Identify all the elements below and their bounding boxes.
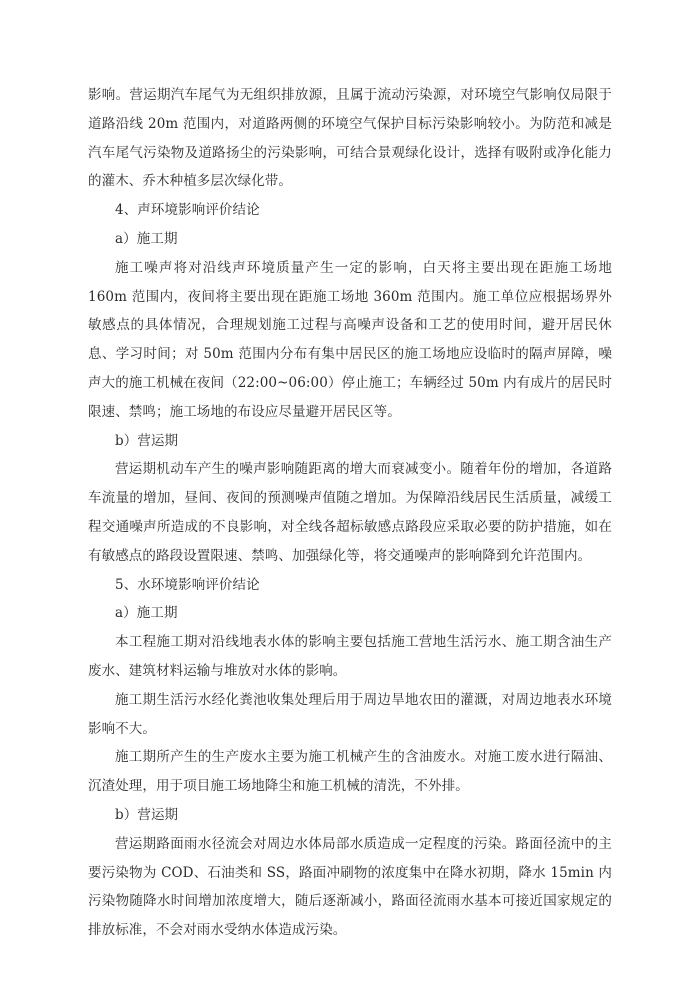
heading-4a-construction-period: a）施工期 [115,230,178,247]
paragraph-water-domestic-sewage: 施工期生活污水经化粪池收集处理后用于周边旱地农田的灌溉，对周边地表水环境影响不大。 [88,691,612,737]
paragraph-water-operation-runoff: 营运期路面雨水径流会对周边水体局部水质造成一定程度的污染。路面径流中的主要污染物为 COD、石油类和 SS，路面冲刷物的浓度集中在降水初期，降水 15min 内污染物随降水时间增加浓度增大，随后逐渐减小，路面径流雨水基本可接近国家规定的排放标准，不会对雨水受纳水体造成污染。 [88,835,612,939]
paragraph-noise-construction: 施工噪声将对沿线声环境质量产生一定的影响，白天将主要出现在距施工场地 160m 范围内，夜间将主要出现在距施工场地 360m 范围内。施工单位应根据场界外敏感点的具体情况，合理规划施工过程与高噪声设备和工艺的使用时间，避开居民休息、学习时间；对 50m 范围内分布有集中居民区的施工场地应设临时的隔声屏障，噪声大的施工机械在夜间（22:00~06:00）停止施工；车辆经过 50m 内有成片的居民时限速、禁鸣；施工场地的布设应尽量避开居民区等。 [88,259,612,420]
heading-5b-operation-period: b）营运期 [115,806,179,823]
heading-section-5-water: 5、水环境影响评价结论 [115,576,260,593]
paragraph-noise-operation: 营运期机动车产生的噪声影响随距离的增大而衰减变小。随着年份的增加，各道路车流量的增加，昼间、夜间的预测噪声值随之增加。为保障沿线居民生活质量，减缓工程交通噪声所造成的不良影响，对全线各超标敏感点路段应采取必要的防护措施，如在有敏感点的路段设置限速、禁鸣、加强绿化等，将交通噪声的影响降到允许范围内。 [88,461,612,564]
paragraph-water-production-wastewater: 施工期所产生的生产废水主要为施工机械产生的含油废水。对施工废水进行隔油、沉渣处理，用于项目施工场地降尘和施工机械的清洗，不外排。 [88,749,612,795]
paragraph-air-impact-continuation: 影响。营运期汽车尾气为无组织排放源，且属于流动污染源，对环境空气影响仅局限于道路沿线 20m 范围内，对道路两侧的环境空气保护目标污染影响较小。为防范和减是汽车尾气污染物及道路扬尘的污染影响，可结合景观绿化设计，选择有吸附或净化能力的灌木、乔木种植多层次绿化带。 [88,87,612,190]
heading-4b-operation-period: b）营运期 [115,432,179,449]
document-text-block [88,81,612,945]
heading-section-4-noise: 4、声环境影响评价结论 [115,202,260,219]
heading-5a-construction-period: a）施工期 [115,605,178,622]
paragraph-water-construction-overview: 本工程施工期对沿线地表水体的影响主要包括施工营地生活污水、施工期含油生产废水、建筑材料运输与堆放对水体的影响。 [88,634,612,679]
